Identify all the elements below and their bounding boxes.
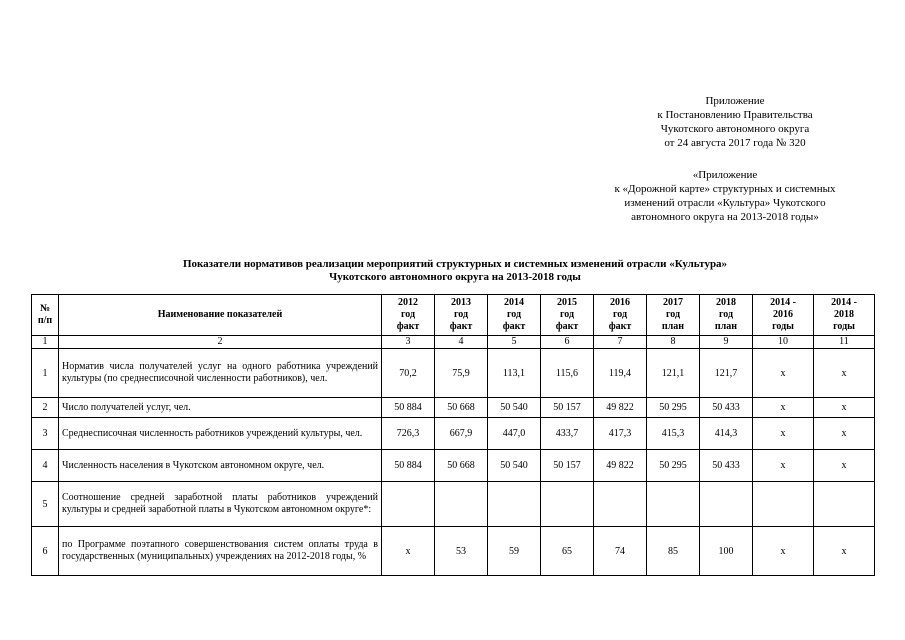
value-cell: 75,9: [435, 349, 488, 398]
value-cell: 65: [541, 527, 594, 576]
appendix-line: «Приложение: [692, 169, 758, 181]
appendix-line: от 24 августа 2017 года № 320: [664, 137, 806, 149]
table-row: [32, 418, 875, 450]
value-cell: 49 822: [594, 450, 647, 482]
column-number-row: [32, 336, 875, 349]
column-number: 10: [753, 336, 814, 349]
indicator-name: по Программе поэтапного совершенствования систем оплаты труда в государственных (муниципальных) учреждениях на 2012-2018 годы, %: [59, 527, 382, 576]
header-cell: 2013 год факт: [435, 295, 488, 336]
value-cell: [594, 482, 647, 527]
value-cell: х: [382, 527, 435, 576]
value-cell: 59: [488, 527, 541, 576]
indicators-table: [31, 294, 875, 576]
value-cell: 50 433: [700, 450, 753, 482]
value-cell: 49 822: [594, 398, 647, 418]
value-cell: 115,6: [541, 349, 594, 398]
value-cell: х: [814, 527, 875, 576]
value-cell: х: [753, 527, 814, 576]
value-cell: 50 295: [647, 398, 700, 418]
column-number: 2: [59, 336, 382, 349]
value-cell: [700, 482, 753, 527]
header-cell: № п/п: [32, 295, 59, 336]
table-row: [32, 527, 875, 576]
row-number: 6: [32, 527, 59, 576]
header-cell: 2015 год факт: [541, 295, 594, 336]
indicator-name: Число получателей услуг, чел.: [59, 398, 382, 418]
header-cell: Наименование показателей: [59, 295, 382, 336]
column-number: 7: [594, 336, 647, 349]
value-cell: х: [753, 349, 814, 398]
value-cell: 50 157: [541, 398, 594, 418]
value-cell: [647, 482, 700, 527]
value-cell: 50 884: [382, 398, 435, 418]
indicator-name: Соотношение средней заработной платы работников учреждений культуры и средней заработной платы в Чукотском автономном округе*:: [59, 482, 382, 527]
table-row: [32, 349, 875, 398]
value-cell: 415,3: [647, 418, 700, 450]
value-cell: 50 157: [541, 450, 594, 482]
column-number: 11: [814, 336, 875, 349]
column-number: 6: [541, 336, 594, 349]
value-cell: 121,1: [647, 349, 700, 398]
column-number: 5: [488, 336, 541, 349]
row-number: 4: [32, 450, 59, 482]
value-cell: 50 668: [435, 398, 488, 418]
appendix-line: изменений отрасли «Культура» Чукотского: [624, 197, 826, 209]
value-cell: 50 540: [488, 398, 541, 418]
table-row: [32, 482, 875, 527]
column-number: 1: [32, 336, 59, 349]
value-cell: [435, 482, 488, 527]
appendix-line: Приложение: [705, 95, 765, 107]
value-cell: 50 884: [382, 450, 435, 482]
value-cell: 50 668: [435, 450, 488, 482]
appendix-line: к Постановлению Правительства: [657, 109, 813, 121]
row-number: 5: [32, 482, 59, 527]
value-cell: 50 540: [488, 450, 541, 482]
table-row: [32, 398, 875, 418]
column-number: 4: [435, 336, 488, 349]
appendix-block: [620, 94, 850, 150]
row-number: 3: [32, 418, 59, 450]
value-cell: 433,7: [541, 418, 594, 450]
value-cell: 414,3: [700, 418, 753, 450]
value-cell: 119,4: [594, 349, 647, 398]
table-header-row: [32, 295, 875, 336]
value-cell: 726,3: [382, 418, 435, 450]
value-cell: 74: [594, 527, 647, 576]
value-cell: 667,9: [435, 418, 488, 450]
row-number: 1: [32, 349, 59, 398]
value-cell: х: [814, 349, 875, 398]
value-cell: 121,7: [700, 349, 753, 398]
header-cell: 2016 год факт: [594, 295, 647, 336]
value-cell: 417,3: [594, 418, 647, 450]
title-line-2: Чукотского автономного округа на 2013-2018 годы: [329, 271, 581, 283]
value-cell: х: [753, 398, 814, 418]
indicator-name: Численность населения в Чукотском автономном округе, чел.: [59, 450, 382, 482]
value-cell: 50 295: [647, 450, 700, 482]
table-row: [32, 450, 875, 482]
appendix-line: автономного округа на 2013-2018 годы»: [631, 211, 819, 223]
value-cell: х: [753, 450, 814, 482]
value-cell: х: [753, 418, 814, 450]
header-cell: 2014 - 2018 годы: [814, 295, 875, 336]
header-cell: 2018 год план: [700, 295, 753, 336]
value-cell: 447,0: [488, 418, 541, 450]
value-cell: [541, 482, 594, 527]
value-cell: 113,1: [488, 349, 541, 398]
roadmap-appendix-block: [575, 168, 875, 224]
value-cell: х: [814, 398, 875, 418]
column-number: 9: [700, 336, 753, 349]
value-cell: х: [814, 450, 875, 482]
value-cell: 50 433: [700, 398, 753, 418]
value-cell: [488, 482, 541, 527]
row-number: 2: [32, 398, 59, 418]
title-line-1: Показатели нормативов реализации мероприятий структурных и системных изменений отрасли «Культура»: [182, 258, 728, 270]
value-cell: [753, 482, 814, 527]
column-number: 3: [382, 336, 435, 349]
value-cell: 100: [700, 527, 753, 576]
appendix-line: Чукотского автономного округа: [660, 123, 810, 135]
header-cell: 2014 - 2016 годы: [753, 295, 814, 336]
value-cell: х: [814, 418, 875, 450]
value-cell: 85: [647, 527, 700, 576]
header-cell: 2017 год план: [647, 295, 700, 336]
document-title: [100, 258, 810, 284]
value-cell: [382, 482, 435, 527]
indicator-name: Среднесписочная численность работников учреждений культуры, чел.: [59, 418, 382, 450]
appendix-line: к «Дорожной карте» структурных и системных: [614, 183, 836, 195]
header-cell: 2012 год факт: [382, 295, 435, 336]
column-number: 8: [647, 336, 700, 349]
table-body: [32, 349, 875, 576]
value-cell: [814, 482, 875, 527]
indicator-name: Норматив числа получателей услуг на одного работника учреждений культуры (по среднесписочной численности работников), чел.: [59, 349, 382, 398]
value-cell: 70,2: [382, 349, 435, 398]
header-cell: 2014 год факт: [488, 295, 541, 336]
value-cell: 53: [435, 527, 488, 576]
